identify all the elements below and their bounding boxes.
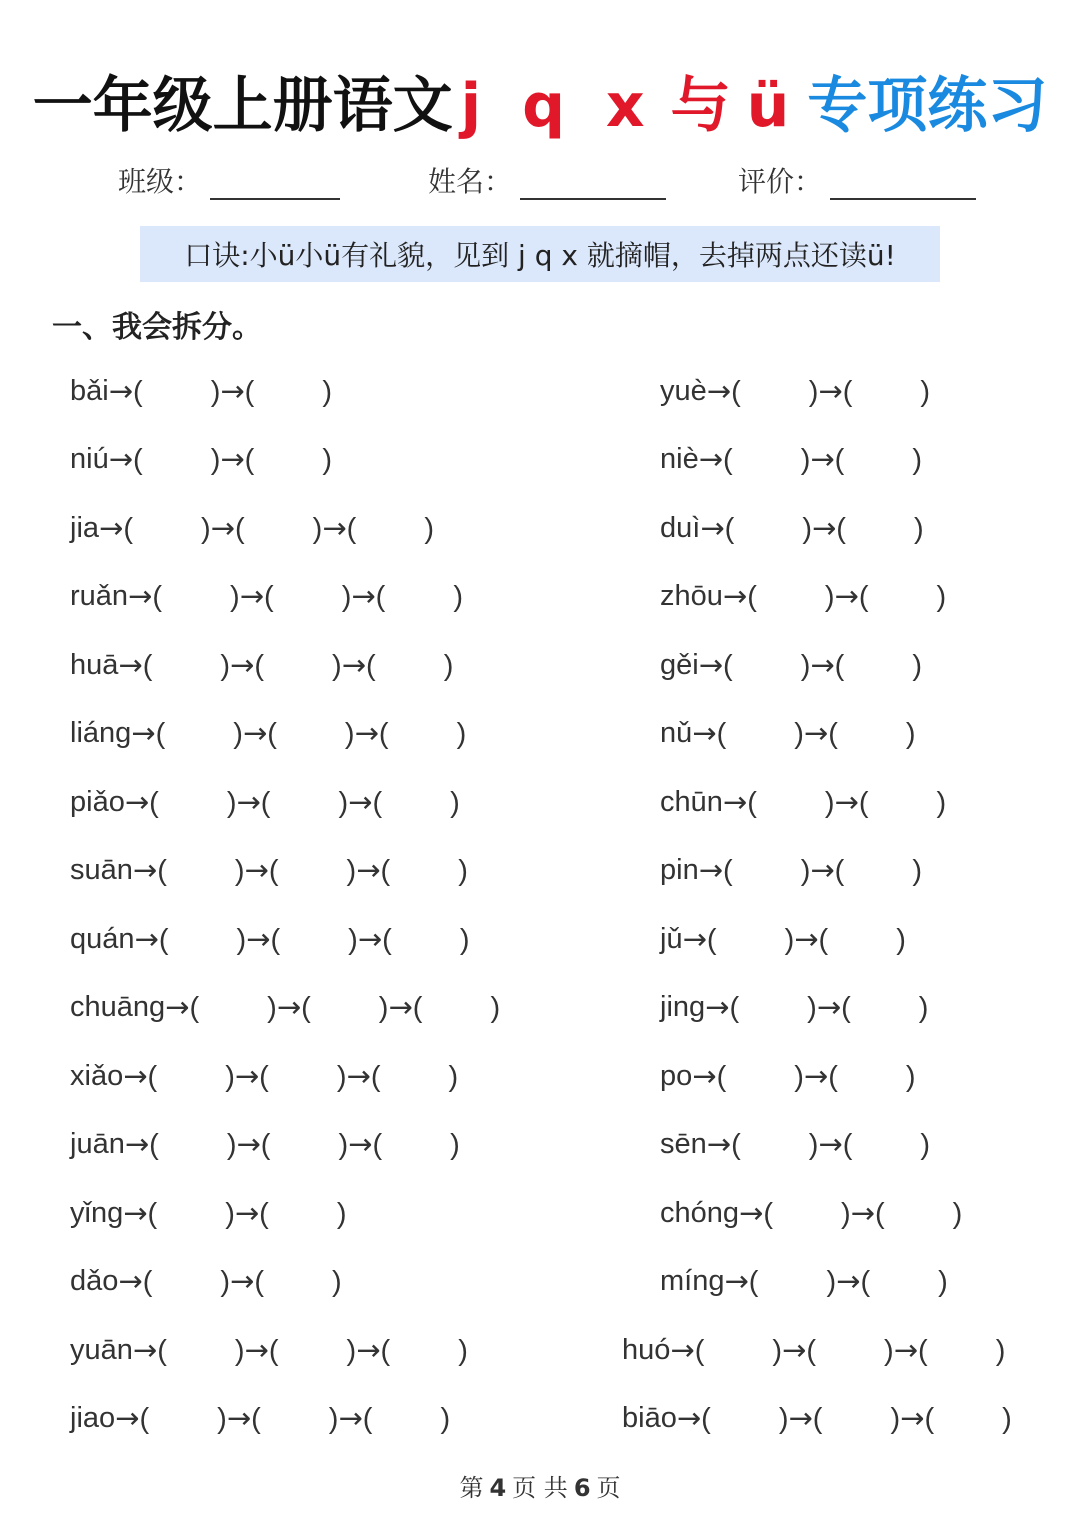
answer-slot[interactable]: →( )	[230, 1264, 342, 1298]
answer-slot[interactable]: →( )	[244, 1332, 357, 1367]
answer-slot[interactable]: →( )	[700, 510, 812, 545]
left-exercise-row	[70, 846, 468, 896]
arrow-icon: →	[698, 647, 724, 682]
pinyin-syllable: juān	[70, 1128, 125, 1160]
eval-blank[interactable]	[830, 164, 976, 200]
answer-slot[interactable]: →( )	[118, 647, 231, 682]
arrow-icon: →	[811, 510, 837, 545]
pinyin-syllable: yuān	[70, 1333, 133, 1366]
arrow-icon: →	[123, 1195, 148, 1230]
arrow-icon: →	[124, 784, 150, 819]
arrow-icon: →	[356, 853, 381, 887]
name-field	[428, 160, 666, 200]
answer-slot[interactable]: →( )	[99, 510, 211, 545]
arrow-icon: →	[244, 853, 269, 887]
answer-slot[interactable]: →( )	[220, 442, 333, 476]
arrow-icon: →	[276, 990, 302, 1024]
arrow-icon: →	[836, 1264, 861, 1298]
pinyin-syllable: bǎi	[70, 374, 109, 407]
answer-slot[interactable]: →( )	[900, 1401, 1012, 1435]
answer-slot[interactable]: →( )	[722, 784, 835, 819]
arrow-icon: →	[226, 1401, 252, 1435]
arrow-icon: →	[850, 1195, 875, 1230]
arrow-icon: →	[705, 990, 730, 1024]
arrow-icon: →	[108, 373, 134, 408]
arrow-icon: →	[348, 784, 373, 819]
pinyin-syllable: biāo	[622, 1402, 677, 1434]
left-exercise-row	[70, 572, 463, 622]
arrow-icon: →	[893, 1332, 919, 1367]
answer-slot[interactable]: →( )	[670, 1332, 783, 1367]
arrow-icon: →	[132, 853, 158, 887]
right-exercise-row	[660, 1120, 930, 1170]
footer-suffix: 页	[596, 1474, 621, 1502]
answer-slot[interactable]: →( )	[834, 579, 947, 613]
arrow-icon: →	[236, 1127, 261, 1161]
arrow-icon: →	[341, 647, 367, 682]
left-exercise-row	[70, 366, 332, 416]
class-blank[interactable]	[210, 164, 340, 200]
arrow-icon: →	[244, 1332, 269, 1367]
answer-slot[interactable]: →( )	[236, 1127, 349, 1161]
footer-middle: 页 共	[512, 1474, 568, 1502]
right-exercise-row	[660, 503, 924, 553]
arrow-icon: →	[351, 579, 376, 613]
arrow-icon: →	[346, 1058, 371, 1093]
name-label: 姓名：	[428, 165, 513, 198]
answer-slot[interactable]: →( )	[338, 1401, 451, 1435]
arrow-icon: →	[348, 1127, 373, 1161]
rhyme-banner: 口诀:小ü小ü有礼貌，见到 j q x 就摘帽，去掉两点还读ü!	[140, 226, 940, 282]
pinyin-syllable: gěi	[660, 648, 699, 681]
left-exercise-row	[70, 1394, 450, 1444]
answer-slot[interactable]: →( )	[354, 716, 467, 750]
answer-slot[interactable]: →( )	[834, 784, 947, 819]
arrow-icon: →	[234, 1195, 260, 1230]
answer-slot[interactable]: →( )	[724, 1264, 837, 1298]
answer-slot[interactable]: →( )	[356, 853, 468, 887]
answer-slot[interactable]: →( )	[706, 1127, 819, 1161]
arrow-icon: →	[230, 1264, 255, 1298]
arrow-icon: →	[794, 921, 819, 956]
pinyin-syllable: liáng	[70, 717, 132, 749]
page-footer	[0, 1468, 1080, 1503]
worksheet-title	[0, 58, 1080, 148]
arrow-icon: →	[810, 442, 835, 476]
arrow-icon: →	[818, 1127, 843, 1161]
arrow-icon: →	[818, 373, 843, 408]
answer-slot[interactable]: →( )	[351, 579, 464, 613]
left-exercise-row	[70, 1188, 347, 1238]
title-yu-text: 与	[670, 71, 731, 141]
right-exercise-row	[660, 435, 922, 485]
section-title: 一、我会拆分。	[52, 310, 262, 345]
arrow-icon: →	[692, 1058, 717, 1093]
arrow-icon: →	[210, 510, 235, 545]
answer-slot[interactable]: →( )	[124, 1127, 237, 1161]
answer-slot[interactable]: →( )	[692, 1058, 804, 1093]
answer-slot[interactable]: →( )	[244, 853, 357, 887]
answer-slot[interactable]: →( )	[118, 1264, 231, 1298]
eval-label: 评价：	[738, 165, 823, 198]
arrow-icon: →	[682, 921, 707, 956]
arrow-icon: →	[234, 1058, 260, 1093]
right-exercise-row	[622, 1325, 1005, 1375]
answer-slot[interactable]: →( )	[803, 1058, 916, 1093]
answer-slot[interactable]: →( )	[705, 990, 817, 1024]
arrow-icon: →	[230, 647, 255, 682]
answer-slot[interactable]: →( )	[128, 579, 240, 613]
arrow-icon: →	[834, 579, 859, 613]
answer-slot[interactable]: →( )	[230, 647, 342, 682]
answer-slot[interactable]: →( )	[134, 921, 247, 956]
right-exercise-row	[660, 1051, 916, 1101]
arrow-icon: →	[810, 853, 835, 887]
answer-slot[interactable]: →( )	[698, 853, 811, 887]
pinyin-syllable: chóng	[660, 1196, 740, 1229]
answer-slot[interactable]: →( )	[236, 784, 349, 819]
answer-slot[interactable]: →( )	[165, 990, 277, 1024]
answer-slot[interactable]: →( )	[322, 510, 434, 545]
answer-slot[interactable]: →( )	[356, 1332, 468, 1367]
arrow-icon: →	[131, 716, 156, 750]
arrow-icon: →	[803, 1058, 829, 1093]
arrow-icon: →	[99, 510, 124, 545]
answer-slot[interactable]: →( )	[698, 647, 811, 682]
arrow-icon: →	[239, 579, 265, 613]
arrow-icon: →	[706, 373, 732, 408]
right-exercise-row	[622, 1394, 1012, 1444]
arrow-icon: →	[123, 1058, 148, 1093]
answer-slot[interactable]: →( )	[810, 647, 923, 682]
title-grade-text: 一年级上册语文	[32, 71, 453, 141]
left-exercise-row	[70, 1120, 460, 1170]
arrow-icon: →	[676, 1401, 702, 1435]
right-exercise-row	[660, 914, 906, 964]
left-exercise-row	[70, 709, 466, 759]
answer-slot[interactable]: →( )	[893, 1332, 1006, 1367]
answer-slot[interactable]: →( )	[226, 1401, 339, 1435]
answer-slot[interactable]: →( )	[818, 1127, 931, 1161]
answer-slot[interactable]: →( )	[698, 442, 811, 476]
right-exercise-row	[660, 366, 930, 416]
answer-slot[interactable]: →( )	[388, 990, 501, 1024]
title-u-text: ü	[746, 71, 800, 141]
pinyin-syllable: huā	[70, 648, 119, 681]
arrow-icon: →	[816, 990, 842, 1024]
pinyin-syllable: nǔ	[660, 717, 693, 749]
answer-slot[interactable]: →( )	[115, 1401, 227, 1435]
answer-slot[interactable]: →( )	[739, 1195, 851, 1230]
arrow-icon: →	[670, 1332, 695, 1367]
answer-slot[interactable]: →( )	[810, 853, 923, 887]
arrow-icon: →	[724, 1264, 749, 1298]
arrow-icon: →	[722, 579, 748, 613]
answer-slot[interactable]: →( )	[132, 1332, 245, 1367]
answer-slot[interactable]: →( )	[239, 579, 352, 613]
arrow-icon: →	[698, 442, 724, 476]
pinyin-syllable: jing	[660, 991, 706, 1023]
arrow-icon: →	[242, 716, 268, 750]
arrow-icon: →	[900, 1401, 925, 1435]
answer-slot[interactable]: →( )	[676, 1401, 789, 1435]
answer-slot[interactable]: →( )	[346, 1058, 459, 1093]
answer-slot[interactable]: →( )	[722, 579, 835, 613]
pinyin-syllable: xiǎo	[70, 1059, 124, 1092]
pinyin-syllable: chūn	[660, 785, 723, 818]
arrow-icon: →	[134, 921, 159, 956]
arrow-icon: →	[246, 921, 271, 956]
arrow-icon: →	[698, 853, 724, 887]
answer-slot[interactable]: →( )	[123, 1058, 235, 1093]
arrow-icon: →	[739, 1195, 764, 1230]
right-exercise-row	[660, 983, 928, 1033]
answer-slot[interactable]: →( )	[692, 716, 804, 750]
answer-slot[interactable]: →( )	[803, 716, 916, 750]
answer-slot[interactable]: →( )	[234, 1195, 347, 1230]
arrow-icon: →	[322, 510, 347, 545]
arrow-icon: →	[236, 784, 261, 819]
answer-slot[interactable]: →( )	[850, 1195, 963, 1230]
arrow-icon: →	[115, 1401, 140, 1435]
answer-slot[interactable]: →( )	[132, 853, 245, 887]
right-exercise-row	[660, 640, 922, 690]
pinyin-syllable: yǐng	[70, 1196, 124, 1229]
arrow-icon: →	[803, 716, 829, 750]
answer-slot[interactable]: →( )	[220, 373, 333, 408]
name-blank[interactable]	[520, 164, 666, 200]
arrow-icon: →	[388, 990, 413, 1024]
pinyin-syllable: po	[660, 1059, 693, 1092]
answer-slot[interactable]: →( )	[818, 373, 931, 408]
answer-slot[interactable]: →( )	[108, 373, 221, 408]
answer-slot[interactable]: →( )	[706, 373, 819, 408]
arrow-icon: →	[700, 510, 725, 545]
right-exercise-row	[660, 709, 916, 759]
answer-slot[interactable]: →( )	[108, 442, 221, 476]
left-exercise-row	[70, 777, 460, 827]
arrow-icon: →	[692, 716, 717, 750]
answer-slot[interactable]: →( )	[276, 990, 389, 1024]
arrow-icon: →	[118, 1264, 143, 1298]
pinyin-syllable: zhōu	[660, 580, 723, 612]
pinyin-syllable: niú	[70, 443, 109, 475]
right-exercise-row	[660, 572, 946, 622]
answer-slot[interactable]: →( )	[124, 784, 237, 819]
title-practice-text: 专项练习	[807, 71, 1048, 141]
answer-slot[interactable]: →( )	[242, 716, 355, 750]
arrow-icon: →	[782, 1332, 807, 1367]
arrow-icon: →	[108, 442, 134, 476]
right-exercise-row	[660, 777, 946, 827]
answer-slot[interactable]: →( )	[348, 1127, 460, 1161]
left-exercise-row	[70, 503, 434, 553]
class-field	[118, 160, 340, 200]
arrow-icon: →	[118, 647, 143, 682]
arrow-icon: →	[356, 1332, 381, 1367]
right-exercise-row	[660, 1188, 962, 1238]
class-label: 班级：	[118, 165, 203, 198]
arrow-icon: →	[338, 1401, 363, 1435]
answer-slot[interactable]: →( )	[348, 784, 460, 819]
pinyin-syllable: jiao	[70, 1402, 116, 1434]
pinyin-syllable: sēn	[660, 1128, 707, 1160]
answer-slot[interactable]: →( )	[794, 921, 906, 956]
arrow-icon: →	[834, 784, 859, 819]
eval-field	[738, 160, 976, 200]
arrow-icon: →	[722, 784, 748, 819]
pinyin-syllable: míng	[660, 1265, 725, 1297]
right-exercise-row	[660, 846, 922, 896]
left-exercise-row	[70, 640, 453, 690]
left-exercise-row	[70, 914, 469, 964]
answer-slot[interactable]: →( )	[234, 1058, 347, 1093]
footer-prefix: 第	[459, 1474, 484, 1502]
pinyin-syllable: suān	[70, 854, 133, 886]
pinyin-syllable: chuāng	[70, 991, 166, 1023]
arrow-icon: →	[132, 1332, 158, 1367]
answer-slot[interactable]: →( )	[682, 921, 795, 956]
pinyin-syllable: quán	[70, 922, 135, 955]
answer-slot[interactable]: →( )	[836, 1264, 948, 1298]
left-exercise-row	[70, 1051, 458, 1101]
answer-slot[interactable]: →( )	[811, 510, 924, 545]
left-exercise-row	[70, 435, 332, 485]
pinyin-syllable: ruǎn	[70, 580, 129, 612]
arrow-icon: →	[810, 647, 835, 682]
arrow-icon: →	[220, 373, 245, 408]
pinyin-syllable: huó	[622, 1333, 671, 1366]
answer-slot[interactable]: →( )	[210, 510, 323, 545]
title-jqx-text: j q x	[460, 71, 655, 141]
answer-slot[interactable]: →( )	[131, 716, 243, 750]
arrow-icon: →	[165, 990, 190, 1024]
answer-slot[interactable]: →( )	[123, 1195, 235, 1230]
answer-slot[interactable]: →( )	[246, 921, 358, 956]
answer-slot[interactable]: →( )	[810, 442, 923, 476]
answer-slot[interactable]: →( )	[788, 1401, 901, 1435]
arrow-icon: →	[357, 921, 383, 956]
footer-total-pages: 6	[573, 1474, 591, 1502]
arrow-icon: →	[788, 1401, 813, 1435]
pinyin-syllable: duì	[660, 511, 701, 544]
pinyin-syllable: niè	[660, 443, 699, 475]
pinyin-syllable: jǔ	[660, 922, 683, 955]
pinyin-syllable: pin	[660, 854, 699, 886]
arrow-icon: →	[124, 1127, 150, 1161]
footer-page-number: 4	[489, 1474, 507, 1502]
arrow-icon: →	[220, 442, 245, 476]
arrow-icon: →	[128, 579, 153, 613]
left-exercise-row	[70, 1257, 342, 1307]
arrow-icon: →	[706, 1127, 732, 1161]
answer-slot[interactable]: →( )	[782, 1332, 894, 1367]
answer-slot[interactable]: →( )	[341, 647, 454, 682]
pinyin-syllable: dǎo	[70, 1265, 119, 1297]
left-exercise-row	[70, 1325, 468, 1375]
pinyin-syllable: piǎo	[70, 785, 125, 818]
answer-slot[interactable]: →( )	[816, 990, 929, 1024]
right-exercise-row	[660, 1257, 948, 1307]
pinyin-syllable: yuè	[660, 374, 707, 407]
arrow-icon: →	[354, 716, 379, 750]
pinyin-syllable: jia	[70, 511, 100, 544]
left-exercise-row	[70, 983, 500, 1033]
answer-slot[interactable]: →( )	[357, 921, 470, 956]
